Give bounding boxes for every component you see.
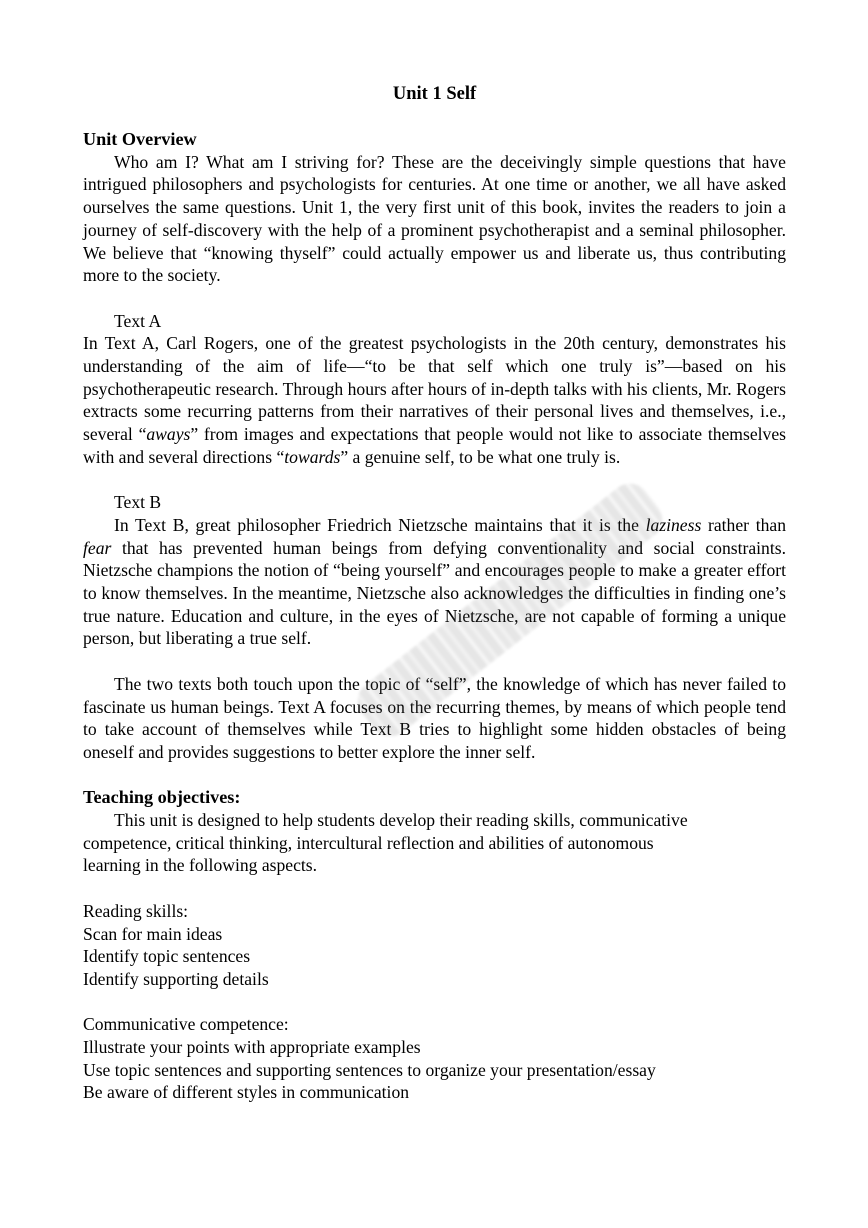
text-b-part3: that has prevented human beings from defying conventionality and social constraints. Nietzsche champions the notion of “being yourself” and encourages people to make a greater effort to know themselves. In the meantime, Nietzsche also acknowledges the difficulties in finding one’s true nature. Education and culture, in the eyes of Nietzsche, are not capable of forming a unique person, but liberating a true self. — [83, 537, 786, 649]
page-title: Unit 1 Self — [392, 84, 477, 104]
spacer — [83, 877, 786, 900]
text-b-emphasis-fear: fear — [83, 537, 112, 558]
objectives-intro-line: This unit is designed to help students develop their reading skills, communicative — [114, 810, 688, 831]
summary-paragraph: The two texts both touch upon the topic of “self”, the knowledge of which has never failed to fascinate us human beings. Text A focuses on the recurring themes, by means of which people tend to take account of themselves while Text B tries to highlight some hidden obstacles of being oneself and provides suggestions to better explore the inner self. — [83, 673, 786, 762]
text-a-part1: In Text A, Carl Rogers, one of the greatest psychologists in the 20th century, demonstrates his understanding of the aim of life—“to be that self which one truly is”—based on his psychotherapeutic research. Through hours after hours of in-depth talks with his clients, Mr. Rogers extracts some recurring patterns from their narratives of their personal lives and themselves, i.e., several “ — [83, 333, 786, 445]
communicative-competence-heading: Communicative competence: — [83, 1014, 289, 1035]
objectives-intro-line: competence, critical thinking, intercultural reflection and abilities of autonomous — [83, 832, 654, 853]
communicative-competence-item: Illustrate your points with appropriate examples — [83, 1037, 421, 1058]
communicative-competence-item: Be aware of different styles in communication — [83, 1082, 410, 1103]
objectives-intro-line: learning in the following aspects. — [83, 855, 318, 876]
reading-skill-item: Identify topic sentences — [83, 946, 251, 967]
communicative-competence-item: Use topic sentences and supporting sentences to organize your presentation/essay — [83, 1059, 656, 1080]
spacer — [83, 764, 786, 787]
unit-overview-heading: Unit Overview — [83, 129, 197, 149]
text-a-emphasis-towards: towards — [284, 446, 341, 467]
reading-skills-heading: Reading skills: — [83, 900, 189, 921]
spacer — [83, 469, 786, 492]
text-a-emphasis-aways: aways — [146, 424, 191, 445]
reading-skill-item: Identify supporting details — [83, 968, 269, 989]
reading-skill-item: Scan for main ideas — [83, 923, 223, 944]
text-b-part1: In Text B, great philosopher Friedrich Nietzsche maintains that it is the — [114, 514, 646, 535]
text-b-emphasis-laziness: laziness — [645, 514, 702, 535]
text-b-label: Text B — [114, 492, 162, 513]
text-b-part2: rather than — [701, 514, 786, 535]
text-b-paragraph — [83, 514, 786, 650]
text-a-part3: ” a genuine self, to be what one truly is. — [340, 446, 621, 467]
text-a-part2: ” from images and expectations that people would not like to associate themselves with and several directions “ — [83, 424, 786, 467]
spacer — [83, 650, 786, 673]
spacer — [83, 287, 786, 310]
text-a-label: Text A — [114, 310, 162, 331]
text-a-paragraph — [83, 332, 786, 468]
spacer — [83, 991, 786, 1014]
document-page — [83, 82, 786, 1104]
teaching-objectives-heading: Teaching objectives: — [83, 787, 241, 808]
unit-overview-paragraph: Who am I? What am I striving for? These are the deceivingly simple questions that have intrigued philosophers and psychologists for centuries. At one time or another, we all have asked ourselves the same questions. Unit 1, the very first unit of this book, invites the readers to join a journey of self-discovery with the help of a prominent psychotherapist and a seminal philosopher. We believe that “knowing thyself” could actually empower us and liberate us, thus contributing more to the society. — [83, 151, 786, 286]
